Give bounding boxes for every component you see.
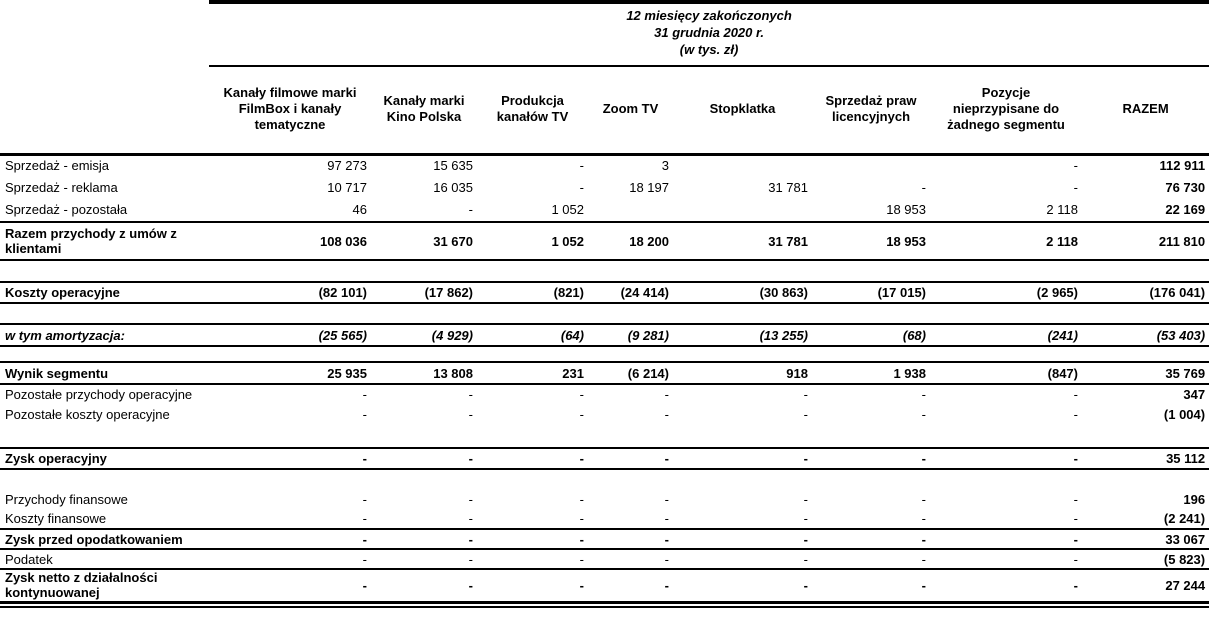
table-row <box>0 222 1209 260</box>
column-header-nieprzypisane: Pozycje nieprzypisane do żadnego segmentu <box>930 66 1082 154</box>
row-label: w tym amortyzacja: <box>0 324 209 346</box>
cell-value: - <box>477 549 588 569</box>
cell-value: 13 808 <box>371 362 477 384</box>
row-label: Koszty operacyjne <box>0 282 209 303</box>
cell-value: - <box>371 549 477 569</box>
table-row <box>0 176 1209 198</box>
cell-value: - <box>664 387 669 402</box>
cell-value: 112 911 <box>1159 158 1206 174</box>
cell-value: - <box>930 569 1082 602</box>
cell-value: - <box>468 511 473 526</box>
cell-value: 196 <box>1183 491 1206 507</box>
cell-value: 10 717 <box>327 179 367 195</box>
cell-value: (64) <box>477 324 588 346</box>
cell-value: (2 241) <box>1163 511 1206 526</box>
cell-value: - <box>579 491 584 507</box>
cell-value: - <box>664 491 669 507</box>
cell-value: 35 112 <box>1082 448 1209 469</box>
row-label: Sprzedaż - pozostała <box>5 202 128 217</box>
cell-value: - <box>588 549 673 569</box>
cell-value: - <box>362 387 367 402</box>
cell-value: 31 670 <box>371 222 477 260</box>
cell-value: - <box>468 202 473 217</box>
spacer-row <box>0 260 1209 282</box>
cell-value: 25 935 <box>209 362 371 384</box>
cell-value: - <box>921 179 926 195</box>
cell-value: 1 052 <box>551 202 584 217</box>
cell-value: - <box>1073 491 1078 507</box>
cell-value: - <box>468 491 473 507</box>
table-row <box>0 384 1209 404</box>
cell-value: 27 244 <box>1082 569 1209 602</box>
spacer-cell <box>0 303 1209 324</box>
cell-value: - <box>588 569 673 602</box>
cell-value: (176 041) <box>1082 282 1209 303</box>
cell-value: - <box>803 491 808 507</box>
column-header-produkcja: Produkcja kanałów TV <box>477 66 588 154</box>
cell-value: - <box>1073 158 1078 174</box>
spacer-row <box>0 602 1209 607</box>
cell-value: (24 414) <box>588 282 673 303</box>
cell-value: 3 <box>661 158 669 174</box>
period-line-2: 31 grudnia 2020 r. <box>654 25 764 40</box>
period-header-row <box>0 2 1209 66</box>
cell-value: - <box>579 179 584 195</box>
cell-value: (2 965) <box>930 282 1082 303</box>
cell-value: - <box>803 406 808 422</box>
spacer-cell <box>0 469 1209 489</box>
cell-value: - <box>371 569 477 602</box>
cell-value: - <box>921 491 926 507</box>
cell-value: - <box>371 448 477 469</box>
column-header-stopklatka: Stopklatka <box>673 66 812 154</box>
cell-value: 1 052 <box>477 222 588 260</box>
cell-value: - <box>477 529 588 549</box>
cell-value: - <box>812 549 930 569</box>
column-header-zoom-tv: Zoom TV <box>588 66 673 154</box>
cell-value: - <box>371 529 477 549</box>
row-label: Razem przychody z umów z klientami <box>0 222 209 260</box>
cell-value: (9 281) <box>588 324 673 346</box>
cell-value: - <box>664 406 669 422</box>
row-label: Zysk netto z działalności kontynuowanej <box>0 569 209 602</box>
cell-value: (13 255) <box>673 324 812 346</box>
table-row <box>0 509 1209 529</box>
cell-value: 35 769 <box>1082 362 1209 384</box>
spacer-row <box>0 469 1209 489</box>
cell-value <box>673 198 812 222</box>
cell-value <box>588 198 673 222</box>
cell-value: - <box>588 448 673 469</box>
column-header-razem: RAZEM <box>1082 66 1209 154</box>
cell-value: - <box>930 448 1082 469</box>
column-header-sprzedaz-praw: Sprzedaż praw licencyjnych <box>812 66 930 154</box>
row-label: Zysk operacyjny <box>0 448 209 469</box>
table-row <box>0 529 1209 549</box>
cell-value: - <box>588 529 673 549</box>
cell-value: 18 953 <box>886 202 926 217</box>
cell-value: (53 403) <box>1082 324 1209 346</box>
cell-value: - <box>673 529 812 549</box>
cell-value: - <box>209 448 371 469</box>
spacer-cell <box>0 602 1209 607</box>
cell-value: - <box>477 569 588 602</box>
cell-value: - <box>1073 406 1078 422</box>
cell-value: - <box>921 387 926 402</box>
cell-value: (17 862) <box>371 282 477 303</box>
spacer-cell <box>0 260 1209 282</box>
cell-value: - <box>812 569 930 602</box>
cell-value: - <box>362 511 367 526</box>
column-header-kino-polska: Kanały marki Kino Polska <box>371 66 477 154</box>
cell-value: - <box>468 387 473 402</box>
row-label: Sprzedaż - emisja <box>5 158 110 174</box>
cell-value: 211 810 <box>1082 222 1209 260</box>
row-label: Podatek <box>0 549 209 569</box>
period-header <box>209 2 1209 66</box>
cell-value: - <box>209 529 371 549</box>
cell-value: - <box>209 569 371 602</box>
cell-value: 18 200 <box>588 222 673 260</box>
table-row <box>0 448 1209 469</box>
spacer-row <box>0 424 1209 448</box>
cell-value: 231 <box>477 362 588 384</box>
table-row <box>0 198 1209 222</box>
cell-value: (4 929) <box>371 324 477 346</box>
cell-value: 97 273 <box>327 158 367 174</box>
cell-value: 18 953 <box>812 222 930 260</box>
cell-value: 76 730 <box>1165 179 1206 195</box>
cell-value: - <box>803 387 808 402</box>
row-label: Sprzedaż - reklama <box>5 179 118 195</box>
cell-value: - <box>579 387 584 402</box>
cell-value: (241) <box>930 324 1082 346</box>
row-label: Pozostałe koszty operacyjne <box>5 406 170 422</box>
table-row <box>0 549 1209 569</box>
cell-value: 31 781 <box>673 222 812 260</box>
spacer-cell <box>0 346 1209 362</box>
row-label: Wynik segmentu <box>0 362 209 384</box>
cell-value: - <box>1073 179 1078 195</box>
cell-value: - <box>930 549 1082 569</box>
column-header-spacer <box>0 66 209 154</box>
cell-value: - <box>579 406 584 422</box>
cell-value: (30 863) <box>673 282 812 303</box>
table-row <box>0 489 1209 509</box>
period-line-3: (w tys. zł) <box>679 42 739 57</box>
table-row <box>0 154 1209 176</box>
cell-value: - <box>579 158 584 174</box>
spacer-row <box>0 346 1209 362</box>
row-label: Zysk przed opodatkowaniem <box>0 529 209 549</box>
cell-value <box>673 154 812 176</box>
cell-value: (1 004) <box>1163 406 1206 422</box>
cell-value: (17 015) <box>812 282 930 303</box>
cell-value: (25 565) <box>209 324 371 346</box>
spacer-row <box>0 303 1209 324</box>
cell-value: 16 035 <box>433 179 473 195</box>
cell-value: - <box>803 511 808 526</box>
cell-value: (68) <box>812 324 930 346</box>
cell-value: - <box>673 448 812 469</box>
cell-value: - <box>579 511 584 526</box>
table-row <box>0 282 1209 303</box>
cell-value: - <box>673 549 812 569</box>
table-row <box>0 362 1209 384</box>
row-label: Koszty finansowe <box>5 511 107 526</box>
cell-value: 31 781 <box>768 179 808 195</box>
cell-value: 33 067 <box>1082 529 1209 549</box>
cell-value: 2 118 <box>1046 202 1078 217</box>
cell-value: - <box>477 448 588 469</box>
cell-value: - <box>664 511 669 526</box>
table-row <box>0 324 1209 346</box>
row-label: Przychody finansowe <box>5 491 128 507</box>
cell-value: - <box>362 406 367 422</box>
cell-value: 15 635 <box>433 158 473 174</box>
column-header-row <box>0 66 1209 154</box>
cell-value: (5 823) <box>1082 549 1209 569</box>
cell-value: 918 <box>673 362 812 384</box>
table-row <box>0 404 1209 424</box>
cell-value: - <box>930 529 1082 549</box>
cell-value: 108 036 <box>209 222 371 260</box>
cell-value: - <box>468 406 473 422</box>
cell-value: - <box>362 491 367 507</box>
period-header-spacer <box>0 2 209 66</box>
cell-value: 1 938 <box>812 362 930 384</box>
cell-value: - <box>812 529 930 549</box>
cell-value: 347 <box>1183 387 1206 402</box>
row-label: Pozostałe przychody operacyjne <box>5 387 193 402</box>
cell-value: 18 197 <box>629 179 669 195</box>
cell-value: 2 118 <box>930 222 1082 260</box>
cell-value: 46 <box>352 202 367 217</box>
table-body <box>0 154 1209 607</box>
column-header-filmbox: Kanały filmowe marki FilmBox i kanały tematyczne <box>209 66 371 154</box>
cell-value: 22 169 <box>1165 202 1206 217</box>
cell-value: (821) <box>477 282 588 303</box>
cell-value: - <box>921 511 926 526</box>
cell-value: - <box>1073 387 1078 402</box>
cell-value: - <box>1073 511 1078 526</box>
cell-value: - <box>209 549 371 569</box>
table-row <box>0 569 1209 602</box>
cell-value: (82 101) <box>209 282 371 303</box>
spacer-cell <box>0 424 1209 448</box>
cell-value <box>812 154 930 176</box>
cell-value: - <box>812 448 930 469</box>
period-line-1: 12 miesięcy zakończonych <box>626 8 792 23</box>
cell-value: (6 214) <box>588 362 673 384</box>
cell-value: - <box>921 406 926 422</box>
cell-value: - <box>673 569 812 602</box>
cell-value: (847) <box>930 362 1082 384</box>
